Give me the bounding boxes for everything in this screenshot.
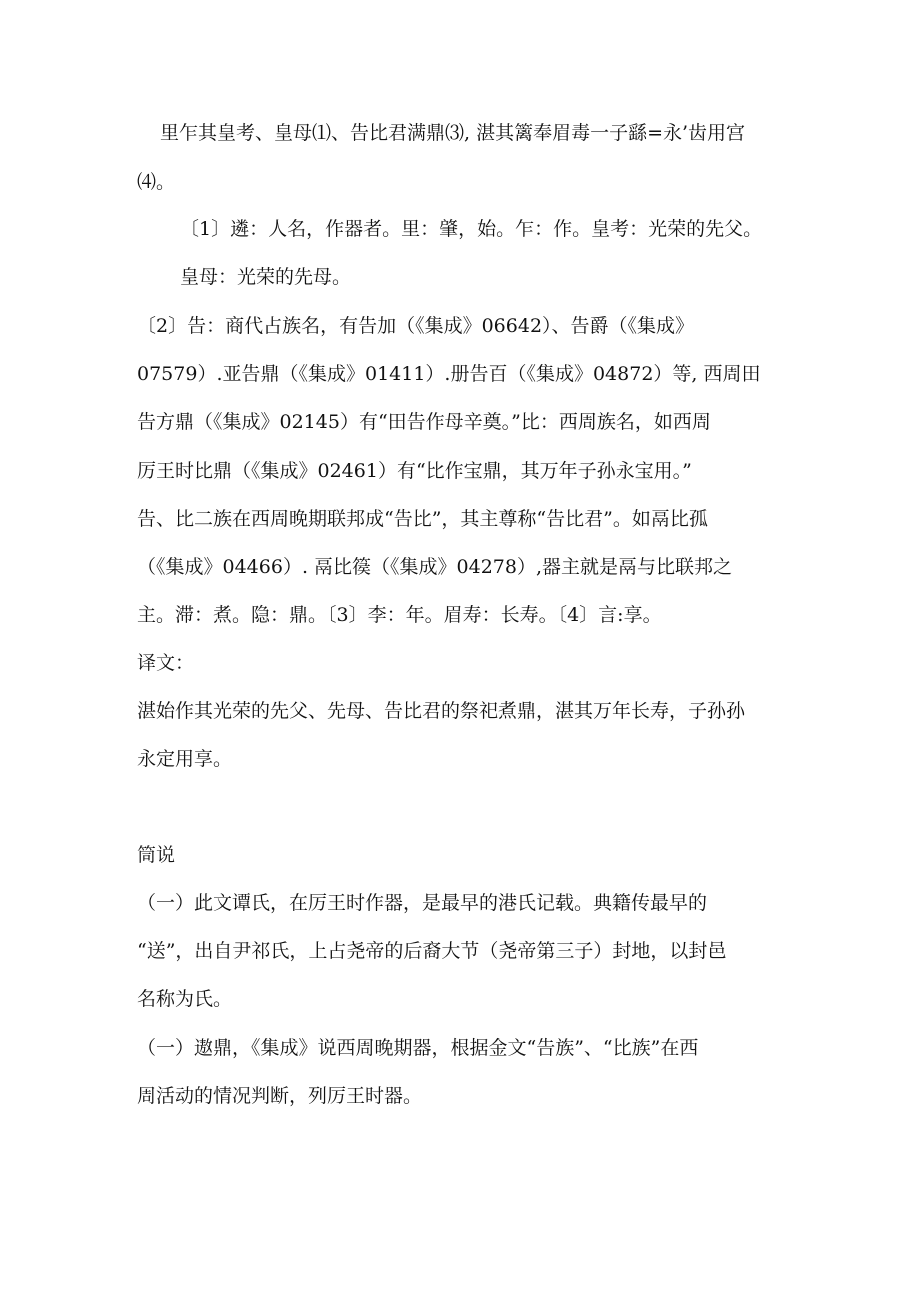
note-2-line-6: （《集成》04466）. 鬲比篌（《集成》04278）,器主就是鬲与比联邦之 [137, 556, 733, 578]
brief-heading: 筒说 [137, 844, 176, 866]
inscription-line-2: ⑷。 [137, 171, 176, 193]
note-1-line-1: 〔1〕遴：人名，作器者。里：肇，始。乍：作。皇考：光荣的先父。 [180, 218, 763, 240]
note-1-line-2: 皇母：光荣的先母。 [180, 266, 352, 288]
note-2-line-2: 07579）.亚告鼎（《集成》01411）.册告百（《集成》04872）等, 西周田 [137, 363, 761, 385]
translation-line-1: 湛始作其光荣的先父、先母、告比君的祭祀煮鼎，湛其万年长寿，子孙孙 [137, 700, 746, 722]
inscription-line-1: 里乍其皇考、皇母⑴、告比君满鼎⑶, 湛其篱奉眉毒一子繇=永’齿用宫 [160, 122, 746, 144]
note-2-line-5: 告、比二族在西周晚期联邦成“告比”，其主尊称“告比君”。如鬲比孤 [137, 508, 708, 530]
translation-line-2: 永定用享。 [137, 748, 233, 770]
brief-item-2-line-1: （一）遨鼎，《集成》说西周晚期器，根据金文“告族”、“比族”在西 [137, 1037, 699, 1059]
translation-heading: 译文： [137, 652, 195, 674]
notes-3-4-line: 主。滞：煮。隐：鼎。〔3〕李：年。眉寿：长寿。〔4〕言:享。 [137, 604, 662, 626]
brief-item-1-line-1: （一）此文谭氏，在厉王时作器，是最早的港氏记载。典籍传最早的 [137, 892, 708, 914]
brief-item-1-line-3: 名称为氏。 [137, 988, 233, 1010]
brief-item-1-line-2: “送”，出自尹祁氏，上占尧帝的后裔大节（尧帝第三子）封地，以封邑 [137, 940, 727, 962]
note-2-line-4: 厉王时比鼎（《集成》02461）有“比作宝鼎，其万年子孙永宝用。” [137, 460, 692, 482]
note-2-line-1: 〔2〕告：商代占族名，有告加（《集成》06642）、告爵（《集成》 [137, 315, 695, 337]
brief-item-2-line-2: 周活动的情况判断，列厉王时器。 [137, 1085, 423, 1107]
note-2-line-3: 告方鼎（《集成》02145）有“田告作母辛奠。”比：西周族名，如西周 [137, 411, 711, 433]
